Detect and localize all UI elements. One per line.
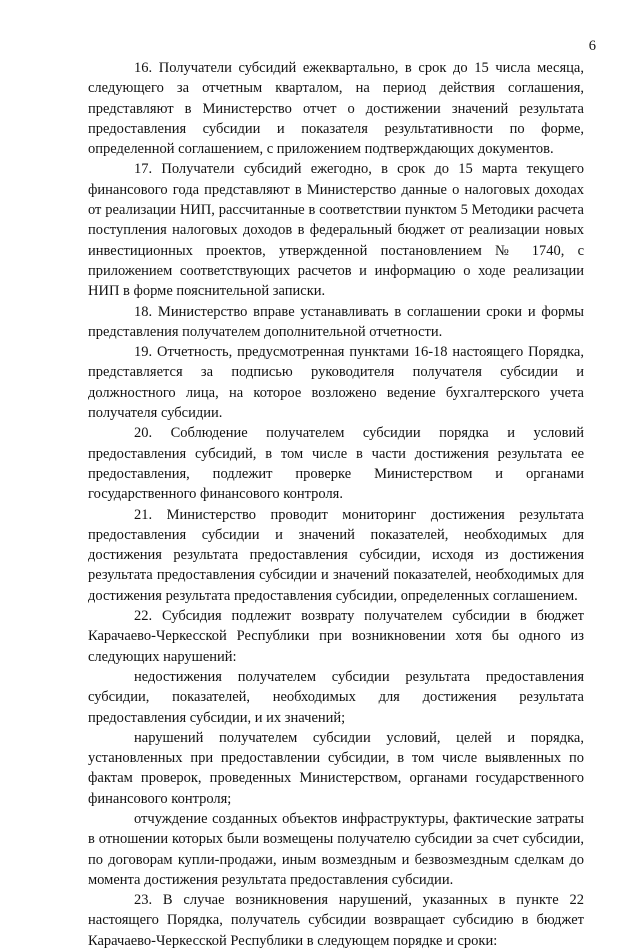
paragraph-23: 23. В случае возникновения нарушений, указанных в пункте 22 настоящего Порядка, получатель субсидии возвращает субсидию в бюджет Карачаево-Черкесской Республики в следующем порядке и сроки: bbox=[88, 892, 584, 949]
paragraph-18: 18. Министерство вправе устанавливать в соглашении сроки и формы представления получателем дополнительной отчетности. bbox=[88, 303, 584, 340]
paragraph-17: 17. Получатели субсидий ежегодно, в срок до 15 марта текущего финансового года представляют в Министерство данные о налоговых доходах от реализации НИП, рассчитанные в соответствии пунктом 5 Методики расчета поступления налоговых доходов в федеральный бюджет от реализации новых инвестиционных проектов, утвержденной постановлением № 1740, с приложением соответствующих расчетов и информацию о ходе реализации НИП в форме пояснительной записки. bbox=[88, 161, 584, 300]
paragraph-20: 20. Соблюдение получателем субсидии порядка и условий предоставления субсидий, в том числе в части достижения результата ее предоставления, подлежит проверке Министерством и органами государственного финансового контроля. bbox=[88, 425, 584, 503]
violation-item-2: нарушений получателем субсидии условий, целей и порядка, установленных при предоставлении субсидии, в том числе выявленных по фактам проверок, проведенных Министерством, органами государственного финансового контроля; bbox=[88, 729, 584, 807]
page-number: 6 bbox=[588, 38, 596, 54]
paragraph-16: 16. Получатели субсидий ежеквартально, в срок до 15 числа месяца, следующего за отчетным кварталом, на период действия соглашения, представляют в Министерство отчет о достижении значений результата предоставления субсидии и показателя результативности по форме, определенной соглашением, с приложением подтверждающих документов. bbox=[88, 60, 584, 158]
paragraph-21: 21. Министерство проводит мониторинг достижения результата предоставления субсидии и значений показателей, необходимых для достижения результата предоставления субсидии, исходя из достижения результата предоставления субсидии и значений показателей, необходимых для достижения результата предоставления субсидии, определенных соглашением. bbox=[88, 506, 584, 604]
paragraph-19: 19. Отчетность, предусмотренная пунктами 16-18 настоящего Порядка, представляется за подписью руководителя получателя субсидии и должностного лица, на которое возложено ведение бухгалтерского учета получателя субсидии. bbox=[88, 344, 584, 422]
document-body bbox=[88, 58, 584, 951]
violation-item-3: отчуждение созданных объектов инфраструктуры, фактические затраты в отношении которых были возмещены получателю субсидии за счет субсидии, по договорам купли-продажи, иным возмездным и безвозмездным сделкам до момента достижения результата предоставления субсидии. bbox=[88, 810, 584, 888]
violation-item-1: недостижения получателем субсидии результата предоставления субсидии, показателей, необходимых для достижения результата предоставления субсидии, и их значений; bbox=[88, 668, 584, 726]
paragraph-22: 22. Субсидия подлежит возврату получателем субсидии в бюджет Карачаево-Черкесской Республики при возникновении хотя бы одного из следующих нарушений: bbox=[88, 608, 584, 665]
